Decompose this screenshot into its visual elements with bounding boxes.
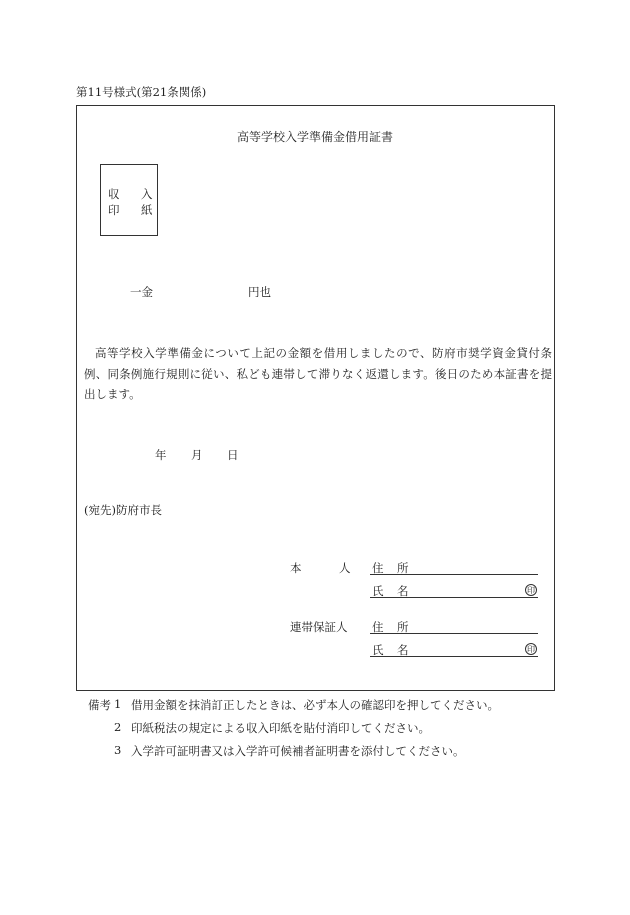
amount-suffix: 円也 xyxy=(248,285,271,299)
stamp-char-3: 印 xyxy=(108,203,120,217)
body-paragraph: 高等学校入学準備金について上記の金額を借用しましたので、防府市奨学資金貸付条例、同条例施行規則に従い、私ども連帯して滞りなく返還します。後日のため本証書を提出します。 xyxy=(84,346,552,401)
borrower-name-label-2: 名 xyxy=(397,584,409,598)
borrower-address-label-2: 所 xyxy=(397,561,409,575)
amount-prefix: 一金 xyxy=(130,285,153,299)
guarantor-role: 連帯保証人 xyxy=(290,620,348,634)
stamp-char-4: 紙 xyxy=(141,203,153,217)
guarantor-address-label-2: 所 xyxy=(397,620,409,634)
note-number: 1 xyxy=(114,697,122,711)
guarantor-address-line xyxy=(370,633,538,634)
stamp-char-1: 収 xyxy=(108,187,120,201)
guarantor-name-label-2: 名 xyxy=(397,643,409,657)
date-day-label: 日 xyxy=(227,448,239,462)
borrower-seal-mark: 印 xyxy=(527,586,535,595)
revenue-stamp-box xyxy=(100,164,158,236)
date-month-label: 月 xyxy=(191,448,203,462)
note-text: 入学許可証明書又は入学許可候補者証明書を添付してください。 xyxy=(131,744,465,758)
guarantor-name-line xyxy=(370,656,538,657)
notes-heading: 備考 xyxy=(88,698,111,712)
guarantor-address-label-1: 住 xyxy=(372,620,384,634)
note-number: 3 xyxy=(114,743,122,757)
form-number: 第11号様式(第21条関係) xyxy=(76,85,207,99)
borrower-name-label-1: 氏 xyxy=(372,584,384,598)
date-year-label: 年 xyxy=(155,448,167,462)
note-text: 印紙税法の規定による収入印紙を貼付消印してください。 xyxy=(131,721,430,735)
note-number: 2 xyxy=(114,720,122,734)
borrower-address-line xyxy=(370,574,538,575)
borrower-address-label-1: 住 xyxy=(372,561,384,575)
borrower-role-char-2: 人 xyxy=(339,561,351,575)
guarantor-seal-mark: 印 xyxy=(527,645,535,654)
guarantor-name-label-1: 氏 xyxy=(372,643,384,657)
note-text: 借用金額を抹消訂正したときは、必ず本人の確認印を押してください。 xyxy=(131,698,499,712)
addressee: (宛先)防府市長 xyxy=(84,503,162,517)
document-title: 高等学校入学準備金借用証書 xyxy=(236,130,393,144)
borrower-role-char-1: 本 xyxy=(290,561,302,575)
stamp-char-2: 入 xyxy=(141,187,153,201)
borrower-name-line xyxy=(370,597,538,598)
